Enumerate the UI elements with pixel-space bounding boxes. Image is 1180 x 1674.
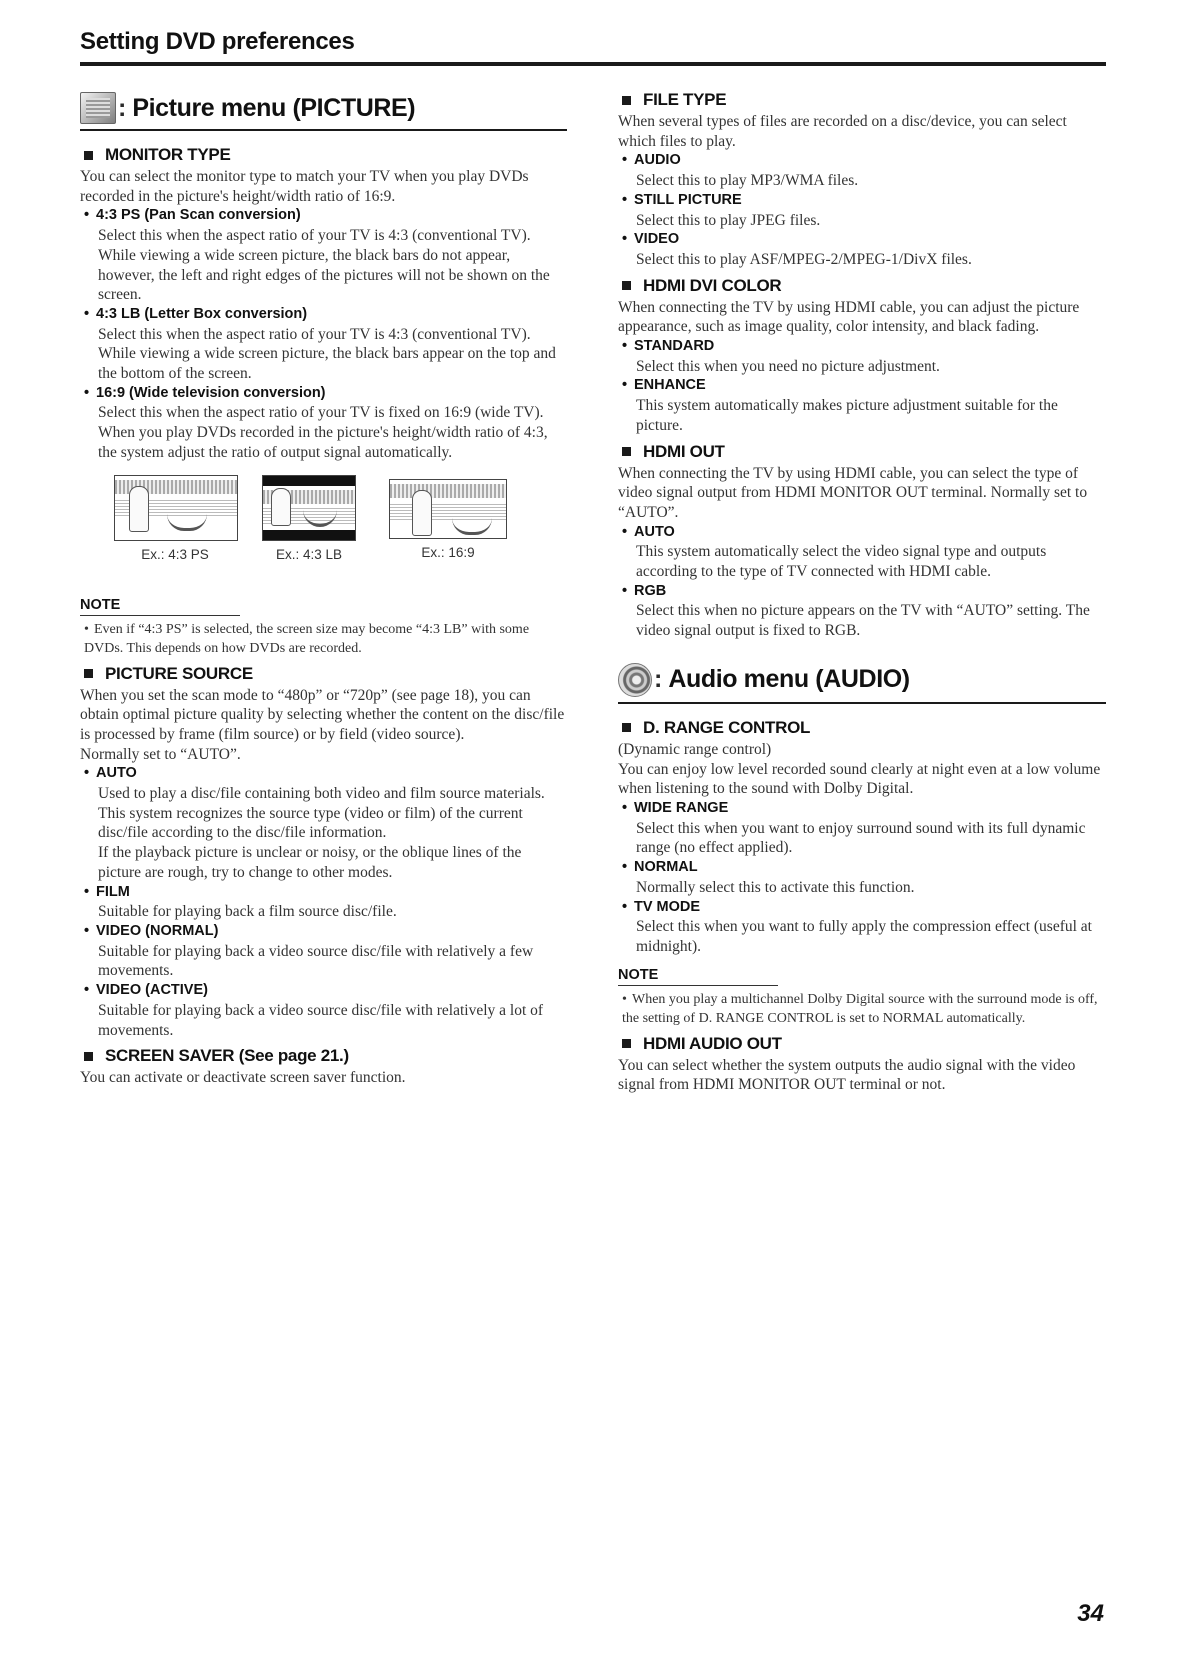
page-title: Setting DVD preferences [80,28,355,55]
option-label: • AUTO [622,523,675,540]
audio-menu-title: Audio menu (AUDIO) [668,665,910,694]
option-label: • 4:3 PS (Pan Scan conversion) [84,207,301,224]
tv-lb-illustration [262,475,356,541]
square-bullet-icon [622,447,631,456]
hdmi-out-heading: HDMI OUT [618,442,1106,462]
square-bullet-icon [622,281,631,290]
d-range-control-heading: D. RANGE CONTROL [618,718,1106,738]
option-description: Select this when you want to fully apply the compression effect (useful at midnight). [636,918,1092,955]
audio-menu-icon [618,663,652,697]
note-title: NOTE [80,597,240,616]
hdmi-audio-out-heading: HDMI AUDIO OUT [618,1034,1106,1054]
note-item: • Even if “4:3 PS” is selected, the screen size may become “4:3 LB” with some DVDs. This depends on how DVDs are recorded. [84,621,530,656]
right-column [618,90,1106,1095]
hdmi-dvi-color-heading: HDMI DVI COLOR [618,276,1106,296]
square-bullet-icon [84,151,93,160]
option-description: This system automatically select the video signal type and outputs according to the type of TV connected with HDMI cable. [636,543,1047,581]
aspect-ratio-figures [80,475,567,587]
screen-saver-heading: SCREEN SAVER (See page 21.) [80,1046,567,1066]
option-label: • VIDEO (NORMAL) [84,922,219,939]
square-bullet-icon [622,96,631,105]
option-label: • STILL PICTURE [622,191,742,208]
option-description: Normally select this to activate this function. [636,878,915,896]
square-bullet-icon [622,1039,631,1048]
option-label: • VIDEO (ACTIVE) [84,982,208,999]
option-description: Select this when no picture appears on the TV with “AUTO” setting. The video signal output is fixed to RGB. [636,602,1090,640]
picture-menu-title: Picture menu (PICTURE) [132,93,416,122]
option-description: Select this when the aspect ratio of your TV is fixed on 16:9 (wide TV). [98,404,544,422]
figure-wide [386,475,510,560]
option-description: Select this when the aspect ratio of your TV is 4:3 (conventional TV). While viewing a wide screen picture, the black bars appear on the top and the bottom of the screen. [98,325,556,383]
hdmi-out-intro: When connecting the TV by using HDMI cable, you can select the type of video signal output from HDMI MONITOR OUT terminal. Normally set to “AUTO”. [618,464,1088,521]
square-bullet-icon [622,723,631,732]
option-description: Select this to play MP3/WMA files. [636,172,859,190]
tv-ps-illustration [114,475,238,541]
option-label: • WIDE RANGE [622,799,729,816]
option-description: If the playback picture is unclear or noisy, or the oblique lines of the picture are rough, try to change to other modes. [98,844,522,881]
picture-menu-colon: : [118,93,127,122]
figure-caption: Ex.: 4:3 PS [141,546,209,562]
d-range-control-intro: You can enjoy low level recorded sound clearly at night even at a low volume when listening to the sound with Dolby Digital. [618,760,1101,798]
option-description: Select this to play JPEG files. [636,211,821,229]
option-label: • AUDIO [622,152,681,169]
figure-caption: Ex.: 4:3 LB [275,546,343,562]
option-label: • STANDARD [622,338,715,355]
audio-menu-colon: : [654,665,663,694]
option-label: • RGB [622,582,667,599]
option-label: • 16:9 (Wide television conversion) [84,384,326,401]
option-description: Used to play a disc/file containing both video and film source materials. [98,785,545,803]
option-description: Suitable for playing back a video source disc/file with relatively a few movements. [98,942,534,980]
figure-caption: Ex.: 16:9 [421,544,475,560]
option-label: • FILM [84,883,130,900]
picture-menu-header [80,92,567,131]
option-description: Select this when the aspect ratio of your TV is 4:3 (conventional TV). While viewing a wide screen picture, the black bars do not appear, however, the left and right edges of the pictures will not be shown on the screen. [98,227,550,304]
tv-wide-illustration [389,479,507,539]
option-label: • 4:3 LB (Letter Box conversion) [84,305,308,322]
figure-lb [248,475,370,562]
note-title: NOTE [618,967,778,986]
monitor-type-intro: You can select the monitor type to match your TV when you play DVDs recorded in the picture's height/width ratio of 16:9. [80,168,529,205]
left-column [80,90,567,1088]
option-description: When you play DVDs recorded in the picture's height/width ratio of 4:3, the system adjust the ratio of output signal automatically. [98,424,548,461]
option-label: • NORMAL [622,859,698,876]
picture-menu-icon [80,92,116,124]
option-description: This system automatically makes picture adjustment suitable for the picture. [636,397,1058,434]
square-bullet-icon [84,669,93,678]
picture-source-intro: When you set the scan mode to “480p” or “720p” (see page 18), you can obtain optimal picture quality by selecting whether the content on the disc/file is processed by frame (film source) or by field (video source). [80,686,565,743]
square-bullet-icon [84,1052,93,1061]
monitor-type-heading: MONITOR TYPE [80,145,567,165]
picture-source-default: Normally set to “AUTO”. [80,745,241,763]
page-number: 34 [1077,1600,1104,1627]
hdmi-dvi-color-intro: When connecting the TV by using HDMI cable, you can adjust the picture appearance, such as image quality, color intensity, and black fading. [618,298,1080,336]
audio-menu-header [618,663,1106,704]
d-range-control-subtitle: (Dynamic range control) [618,740,772,758]
option-description: Select this when you want to enjoy surround sound with its full dynamic range (no effect applied). [636,819,1086,857]
hdmi-audio-out-intro: You can select whether the system outputs the audio signal with the video signal from HDMI MONITOR OUT terminal or not. [618,1056,1076,1094]
file-type-heading: FILE TYPE [618,90,1106,110]
note-item: • When you play a multichannel Dolby Digital source with the surround mode is off, the setting of D. RANGE CONTROL is set to NORMAL automatically. [622,991,1098,1026]
figure-ps [114,475,236,562]
option-description: Select this when you need no picture adjustment. [636,357,940,375]
option-description: Suitable for playing back a video source disc/file with relatively a lot of movements. [98,1001,544,1039]
screen-saver-intro: You can activate or deactivate screen saver function. [80,1069,406,1087]
option-description: This system recognizes the source type (video or film) of the current disc/file according to the disc/file information. [98,804,523,842]
picture-source-heading: PICTURE SOURCE [80,664,567,684]
option-description: Suitable for playing back a film source disc/file. [98,903,397,921]
option-label: • TV MODE [622,898,701,915]
option-label: • AUTO [84,765,137,782]
option-description: Select this to play ASF/MPEG-2/MPEG-1/DivX files. [636,250,972,268]
option-label: • ENHANCE [622,377,706,394]
file-type-intro: When several types of files are recorded on a disc/device, you can select which files to play. [618,113,1067,150]
page-header [80,28,1106,66]
option-label: • VIDEO [622,231,680,248]
